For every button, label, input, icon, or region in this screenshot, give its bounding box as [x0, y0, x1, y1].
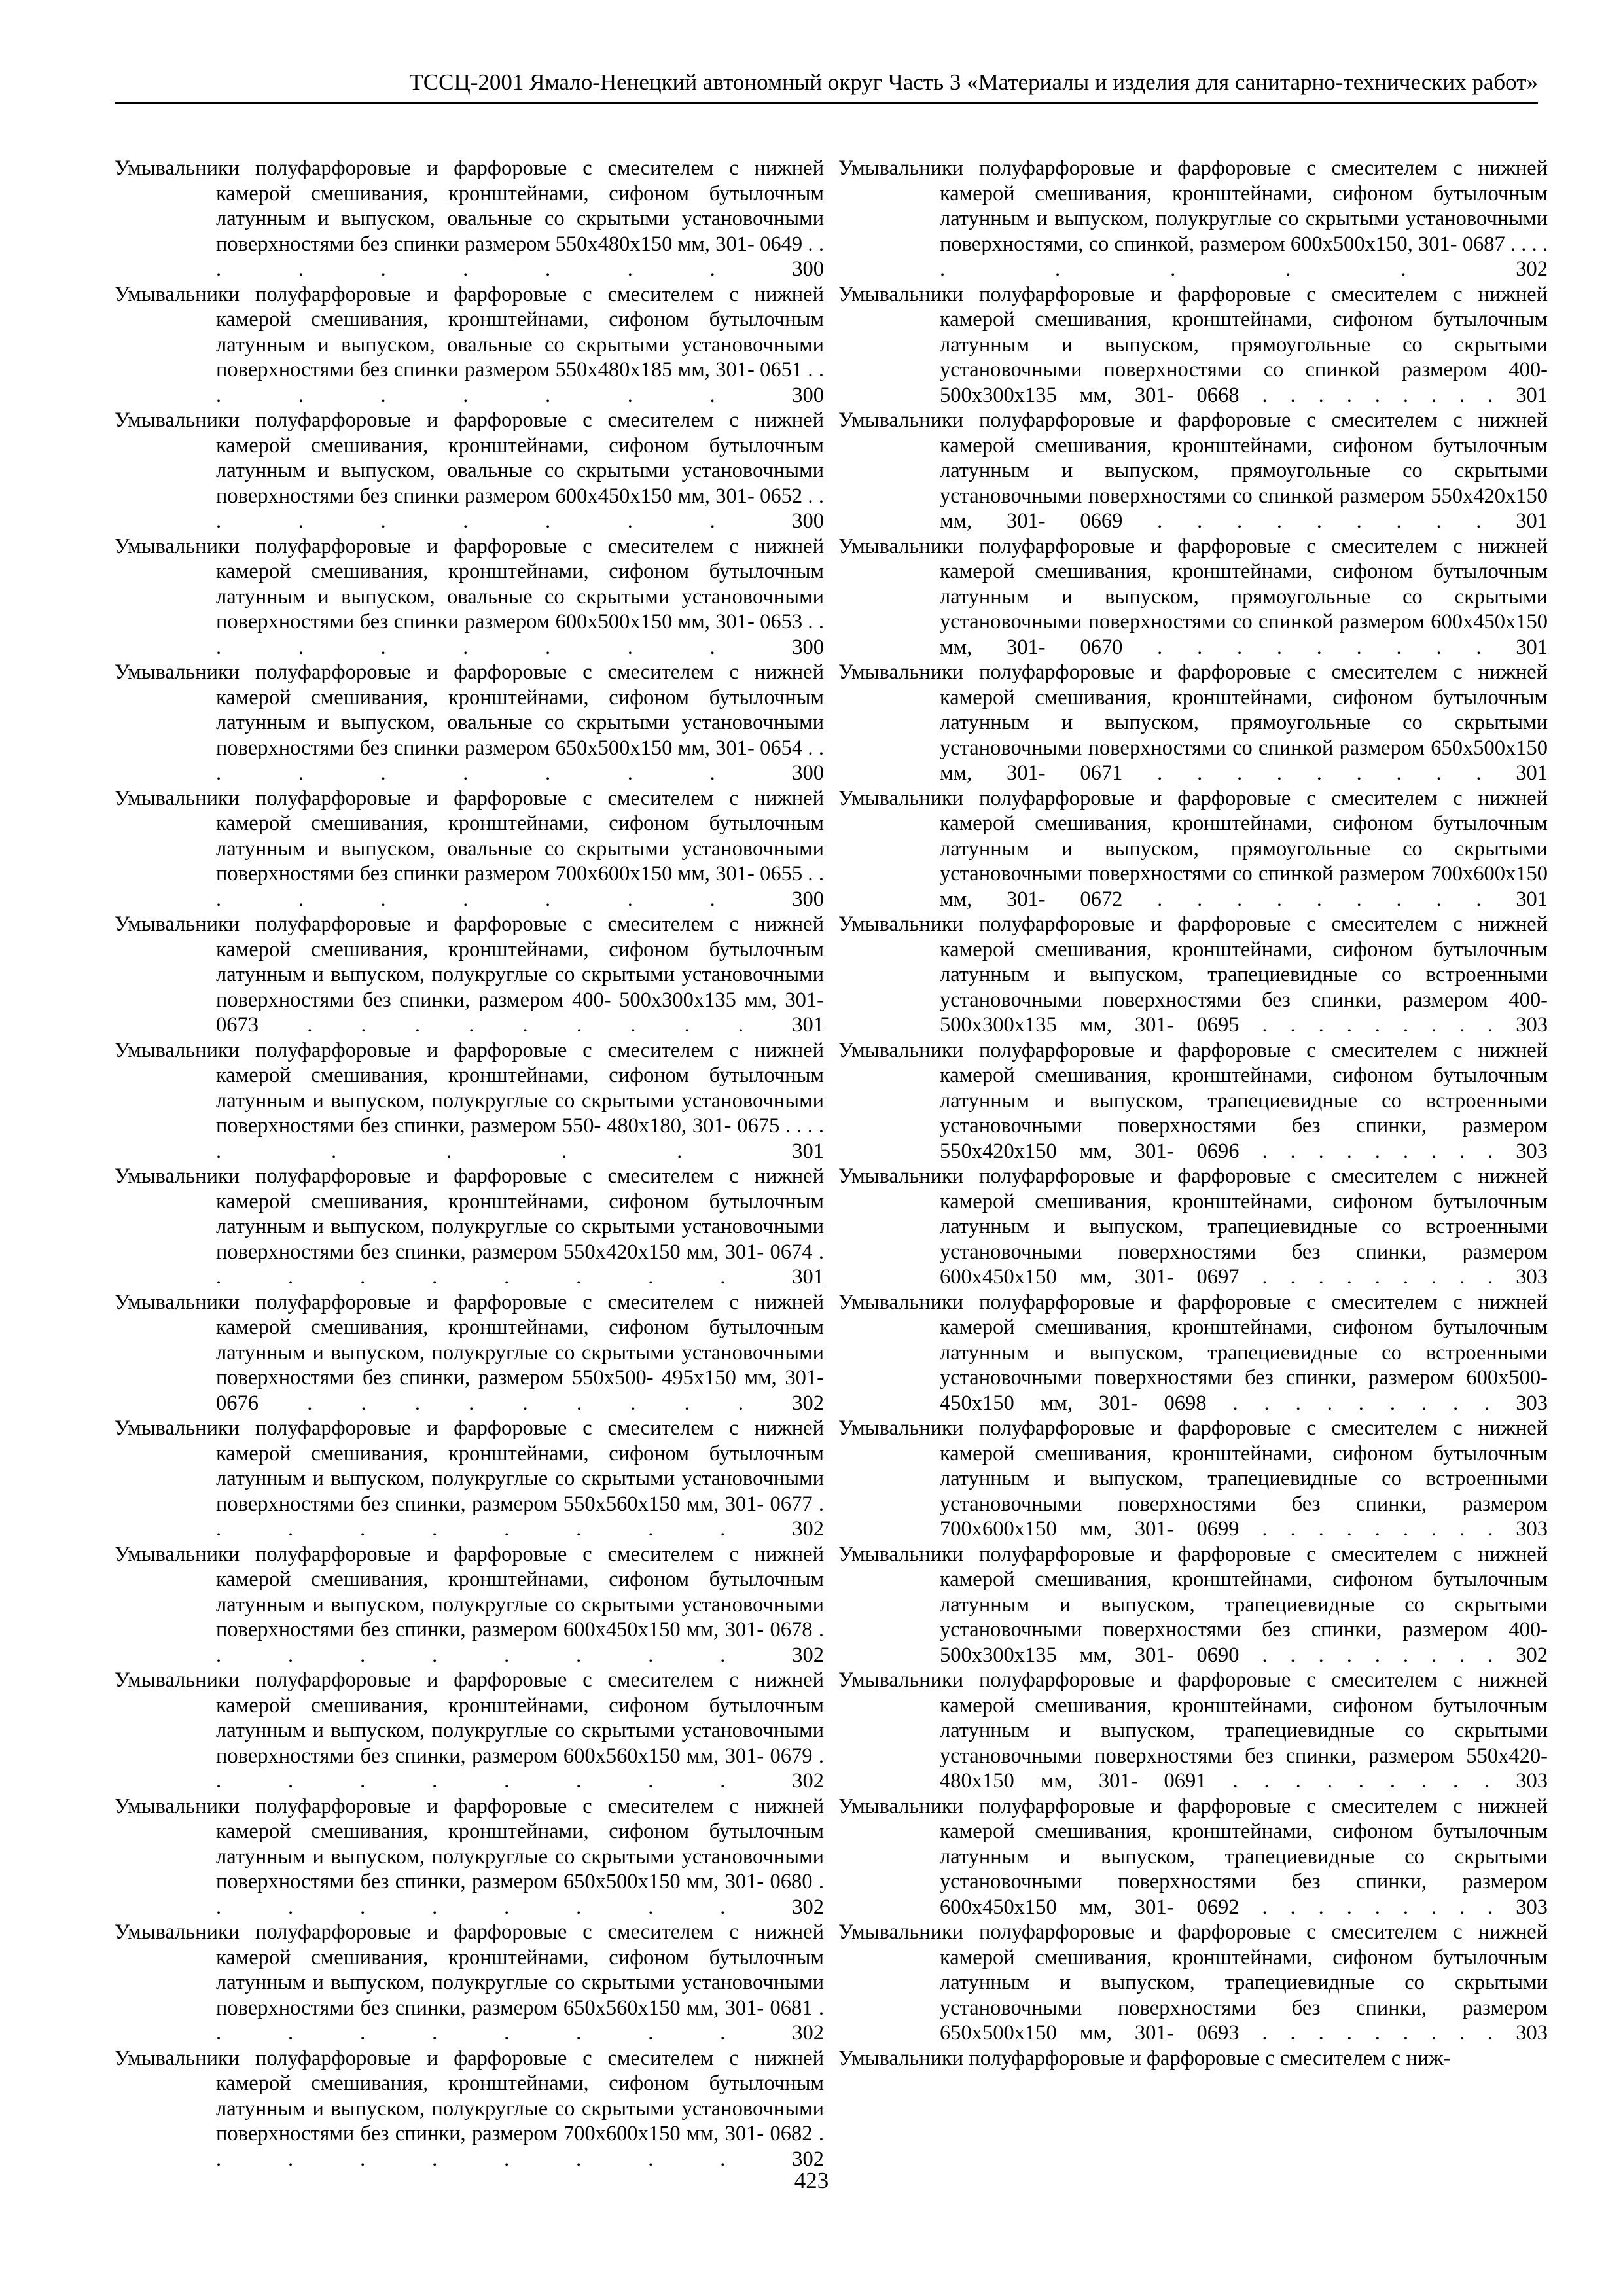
index-entry-text: Умывальники полуфарфоровые и фарфоровые с смесителем с ниж-	[838, 2046, 1451, 2070]
index-entry	[115, 282, 824, 408]
index-entry-text: Умывальники полуфарфоровые и фарфоровые с смесителем с нижней камерой смешивания, кронштейнами, сифоном бутылочным латунным и выпуском, овальные со скрытыми установочными поверхностями без спинки размером 650х500х150 мм, 301- 0654	[115, 660, 824, 760]
index-entry-page: 302	[792, 2021, 824, 2045]
index-entry-text: Умывальники полуфарфоровые и фарфоровые с смесителем с нижней камерой смешивания, кронштейнами, сифоном бутылочным латунным и выпуском, полукруглые со скрытыми установочными поверхностями без спинки, размером 600х450х150 мм, 301- 0678	[115, 1542, 824, 1641]
index-entry-page: 303	[1516, 1769, 1548, 1793]
index-dot-leader: . . . . . . . . .	[1239, 1139, 1516, 1163]
index-dot-leader: . . . . . . . . .	[1122, 509, 1516, 533]
index-dot-leader: . . . . . . . . .	[216, 862, 824, 911]
index-dot-leader: . . . . . . . . .	[940, 232, 1548, 281]
index-entry-text: Умывальники полуфарфоровые и фарфоровые с смесителем с нижней камерой смешивания, кронштейнами, сифоном бутылочным латунным и выпуском, полукруглые со скрытыми установочными поверхностями без спинки, размером 550х500- 495х150 мм, 301- 0676	[115, 1290, 824, 1415]
index-entry-text: Умывальники полуфарфоровые и фарфоровые с смесителем с нижней камерой смешивания, кронштейнами, сифоном бутылочным латунным и выпуском, полукруглые со скрытыми установочными поверхностями без спинки, размером 550х420х150 мм, 301- 0674	[115, 1164, 824, 1264]
index-entry	[838, 408, 1548, 534]
index-dot-leader: . . . . . . . . .	[216, 1114, 824, 1163]
index-entry-page: 300	[792, 383, 824, 407]
index-dot-leader: . . . . . . . . .	[1122, 635, 1516, 659]
index-dot-leader: . . . . . . . . .	[216, 610, 824, 659]
index-entry	[838, 1164, 1548, 1290]
index-entry-page: 301	[1516, 635, 1548, 659]
index-entry-page: 302	[792, 1895, 824, 1919]
index-dot-leader: . . . . . . . . .	[1239, 1265, 1516, 1289]
index-entry	[838, 660, 1548, 786]
index-entry-page: 301	[792, 1013, 824, 1037]
index-entry	[838, 1038, 1548, 1164]
index-entry-page: 301	[1516, 887, 1548, 911]
index-entry	[115, 1668, 824, 1794]
index-entry-text: Умывальники полуфарфоровые и фарфоровые с смесителем с нижней камерой смешивания, кронштейнами, сифоном бутылочным латунным и выпуском, полукруглые со скрытыми установочными поверхностями без спинки, размером 600х560х150 мм, 301- 0679	[115, 1668, 824, 1768]
index-dot-leader: . . . . . . . . .	[216, 1618, 824, 1667]
index-column-left	[115, 156, 824, 2172]
index-entry-text: Умывальники полуфарфоровые и фарфоровые с смесителем с нижней камерой смешивания, кронштейнами, сифоном бутылочным латунным и выпуском, трапециевидные со скрытыми установочными поверхностями без спинки, размером 650х500х150 мм, 301- 0693	[838, 1920, 1548, 2045]
index-entry	[838, 1920, 1548, 2046]
index-entry-text: Умывальники полуфарфоровые и фарфоровые с смесителем с нижней камерой смешивания, кронштейнами, сифоном бутылочным латунным и выпуском, прямоугольные со скрытыми установочными поверхностями со спинкой размером 700х600х150 мм, 301- 0672	[838, 786, 1548, 911]
index-entry-text: Умывальники полуфарфоровые и фарфоровые с смесителем с нижней камерой смешивания, кронштейнами, сифоном бутылочным латунным и выпуском, полукруглые со скрытыми установочными поверхностями, со спинкой, размером 600х500х150, 301- 0687	[838, 156, 1548, 256]
index-entry	[115, 1794, 824, 1920]
index-entry-page: 302	[792, 1769, 824, 1793]
index-entry-page: 303	[1516, 2021, 1548, 2045]
index-entry-page: 301	[1516, 509, 1548, 533]
index-entry-text: Умывальники полуфарфоровые и фарфоровые с смесителем с нижней камерой смешивания, кронштейнами, сифоном бутылочным латунным и выпуском, трапециевидные со встроенными установочными поверхностями без спинки, размером 600х450х150 мм, 301- 0697	[838, 1164, 1548, 1289]
index-entry-text: Умывальники полуфарфоровые и фарфоровые с смесителем с нижней камерой смешивания, кронштейнами, сифоном бутылочным латунным и выпуском, полукруглые со скрытыми установочными поверхностями без спинки, размером 650х500х150 мм, 301- 0680	[115, 1794, 824, 1893]
index-dot-leader: . . . . . . . . .	[1239, 383, 1516, 407]
index-entry	[838, 1794, 1548, 1920]
index-entry-page: 302	[792, 1391, 824, 1415]
index-entry-text: Умывальники полуфарфоровые и фарфоровые с смесителем с нижней камерой смешивания, кронштейнами, сифоном бутылочным латунным и выпуском, трапециевидные со встроенными установочными поверхностями без спинки, размером 400- 500х300х135 мм, 301- 0695	[838, 912, 1548, 1037]
index-entry	[115, 660, 824, 786]
index-entry	[838, 912, 1548, 1038]
index-entry	[115, 1038, 824, 1164]
index-entry	[838, 534, 1548, 660]
index-dot-leader: . . . . . . . . .	[1122, 761, 1516, 785]
index-entry	[838, 1416, 1548, 1542]
index-entry-page: 303	[1516, 1895, 1548, 1919]
index-entry-text: Умывальники полуфарфоровые и фарфоровые с смесителем с нижней камерой смешивания, кронштейнами, сифоном бутылочным латунным и выпуском, полукруглые со скрытыми установочными поверхностями без спинки, размером 550х560х150 мм, 301- 0677	[115, 1416, 824, 1516]
index-dot-leader: . . . . . . . . .	[216, 1996, 824, 2045]
index-entry-page: 303	[1516, 1517, 1548, 1541]
index-entry-text: Умывальники полуфарфоровые и фарфоровые с смесителем с нижней камерой смешивания, кронштейнами, сифоном бутылочным латунным и выпуском, трапециевидные со встроенными установочными поверхностями без спинки, размером 700х600х150 мм, 301- 0699	[838, 1416, 1548, 1541]
index-dot-leader: . . . . . . . . .	[259, 1391, 793, 1415]
index-entry-text: Умывальники полуфарфоровые и фарфоровые с смесителем с нижней камерой смешивания, кронштейнами, сифоном бутылочным латунным и выпуском, полукруглые со скрытыми установочными поверхностями без спинки, размером 700х600х150 мм, 301- 0682	[115, 2046, 824, 2145]
index-entry	[838, 156, 1548, 282]
index-entry	[115, 156, 824, 282]
index-dot-leader: . . . . . . . . .	[216, 1240, 824, 1289]
index-dot-leader: . . . . . . . . .	[216, 1870, 824, 1919]
index-entry-text: Умывальники полуфарфоровые и фарфоровые с смесителем с нижней камерой смешивания, кронштейнами, сифоном бутылочным латунным и выпуском, прямоугольные со скрытыми установочными поверхностями со спинкой размером 400- 500х300х135 мм, 301- 0668	[838, 282, 1548, 407]
index-entry	[115, 2046, 824, 2172]
index-dot-leader: . . . . . . . . .	[216, 1492, 824, 1541]
index-column-right	[838, 156, 1548, 2071]
index-entry-text: Умывальники полуфарфоровые и фарфоровые с смесителем с нижней камерой смешивания, кронштейнами, сифоном бутылочным латунным и выпуском, трапециевидные со встроенными установочными поверхностями без спинки, размером 600х500- 450х150 мм, 301- 0698	[838, 1290, 1548, 1415]
index-entry-page: 303	[1516, 1139, 1548, 1163]
index-dot-leader: . . . . . . . . .	[1206, 1769, 1516, 1793]
index-entry-page: 300	[792, 887, 824, 911]
page-header: ТССЦ-2001 Ямало-Ненецкий автономный округ Часть 3 «Материалы и изделия для санитарно-технических работ»	[115, 63, 1538, 104]
index-entry	[115, 1416, 824, 1542]
index-entry-text: Умывальники полуфарфоровые и фарфоровые с смесителем с нижней камерой смешивания, кронштейнами, сифоном бутылочным латунным и выпуском, овальные со скрытыми установочными поверхностями без спинки размером 550х480х150 мм, 301- 0649	[115, 156, 824, 256]
index-dot-leader: . . . . . . . . .	[216, 484, 824, 533]
index-entry-page: 302	[792, 1643, 824, 1667]
index-entry	[838, 1542, 1548, 1668]
index-dot-leader: . . . . . . . . .	[1122, 887, 1516, 911]
index-entry-page: 300	[792, 635, 824, 659]
index-entry-text: Умывальники полуфарфоровые и фарфоровые с смесителем с нижней камерой смешивания, кронштейнами, сифоном бутылочным латунным и выпуском, полукруглые со скрытыми установочными поверхностями без спинки, размером 550- 480х180, 301- 0675	[115, 1038, 824, 1138]
index-entry-page: 301	[792, 1265, 824, 1289]
index-entry-page: 302	[792, 2147, 824, 2171]
index-entry-text: Умывальники полуфарфоровые и фарфоровые с смесителем с нижней камерой смешивания, кронштейнами, сифоном бутылочным латунным и выпуском, овальные со скрытыми установочными поверхностями без спинки размером 700х600х150 мм, 301- 0655	[115, 786, 824, 886]
index-dot-leader: . . . . . . . . .	[1239, 1895, 1516, 1919]
index-entry-page: 302	[1516, 1643, 1548, 1667]
index-dot-leader: . . . . . . . . .	[1239, 1013, 1516, 1037]
index-dot-leader: . . . . . . . . .	[259, 1013, 793, 1037]
index-entry-page: 300	[792, 761, 824, 785]
index-entry-page: 302	[1516, 257, 1548, 281]
index-entry	[838, 2046, 1548, 2072]
index-entry	[115, 534, 824, 660]
index-entry	[115, 1290, 824, 1416]
index-entry-page: 303	[1516, 1013, 1548, 1037]
index-entry-text: Умывальники полуфарфоровые и фарфоровые с смесителем с нижней камерой смешивания, кронштейнами, сифоном бутылочным латунным и выпуском, трапециевидные со скрытыми установочными поверхностями без спинки, размером 600х450х150 мм, 301- 0692	[838, 1794, 1548, 1919]
index-entry-text: Умывальники полуфарфоровые и фарфоровые с смесителем с нижней камерой смешивания, кронштейнами, сифоном бутылочным латунным и выпуском, прямоугольные со скрытыми установочными поверхностями со спинкой размером 650х500х150 мм, 301- 0671	[838, 660, 1548, 785]
index-dot-leader: . . . . . . . . .	[1239, 1643, 1516, 1667]
index-entry-page: 301	[1516, 761, 1548, 785]
index-entry	[115, 1164, 824, 1290]
index-entry-text: Умывальники полуфарфоровые и фарфоровые с смесителем с нижней камерой смешивания, кронштейнами, сифоном бутылочным латунным и выпуском, овальные со скрытыми установочными поверхностями без спинки размером 550х480х185 мм, 301- 0651	[115, 282, 824, 382]
index-entry	[115, 786, 824, 912]
index-entry-page: 300	[792, 509, 824, 533]
index-entry	[838, 786, 1548, 912]
index-dot-leader: . . . . . . . . .	[216, 736, 824, 785]
index-entry-text: Умывальники полуфарфоровые и фарфоровые с смесителем с нижней камерой смешивания, кронштейнами, сифоном бутылочным латунным и выпуском, прямоугольные со скрытыми установочными поверхностями со спинкой размером 550х420х150 мм, 301- 0669	[838, 408, 1548, 533]
index-entry-page: 303	[1516, 1391, 1548, 1415]
index-entry	[115, 1920, 824, 2046]
index-entry-text: Умывальники полуфарфоровые и фарфоровые с смесителем с нижней камерой смешивания, кронштейнами, сифоном бутылочным латунным и выпуском, овальные со скрытыми установочными поверхностями без спинки размером 600х450х150 мм, 301- 0652	[115, 408, 824, 508]
index-entry-text: Умывальники полуфарфоровые и фарфоровые с смесителем с нижней камерой смешивания, кронштейнами, сифоном бутылочным латунным и выпуском, трапециевидные со скрытыми установочными поверхностями без спинки, размером 550х420- 480х150 мм, 301- 0691	[838, 1668, 1548, 1793]
index-entry-page: 302	[792, 1517, 824, 1541]
index-dot-leader: . . . . . . . . .	[216, 232, 824, 281]
index-entry-text: Умывальники полуфарфоровые и фарфоровые с смесителем с нижней камерой смешивания, кронштейнами, сифоном бутылочным латунным и выпуском, прямоугольные со скрытыми установочными поверхностями со спинкой размером 600х450х150 мм, 301- 0670	[838, 534, 1548, 659]
index-entry-page: 301	[792, 1139, 824, 1163]
index-entry-text: Умывальники полуфарфоровые и фарфоровые с смесителем с нижней камерой смешивания, кронштейнами, сифоном бутылочным латунным и выпуском, полукруглые со скрытыми установочными поверхностями без спинки, размером 400- 500х300х135 мм, 301- 0673	[115, 912, 824, 1037]
index-entry	[115, 408, 824, 534]
index-entry-text: Умывальники полуфарфоровые и фарфоровые с смесителем с нижней камерой смешивания, кронштейнами, сифоном бутылочным латунным и выпуском, трапециевидные со встроенными установочными поверхностями без спинки, размером 550х420х150 мм, 301- 0696	[838, 1038, 1548, 1163]
index-dot-leader: . . . . . . . . .	[1239, 2021, 1516, 2045]
index-entry	[838, 1290, 1548, 1416]
index-entry	[838, 1668, 1548, 1794]
index-dot-leader: . . . . . . . . .	[216, 358, 824, 407]
index-entry-text: Умывальники полуфарфоровые и фарфоровые с смесителем с нижней камерой смешивания, кронштейнами, сифоном бутылочным латунным и выпуском, трапециевидные со скрытыми установочными поверхностями без спинки, размером 400- 500х300х135 мм, 301- 0690	[838, 1542, 1548, 1667]
index-entry-page: 300	[792, 257, 824, 281]
index-dot-leader: . . . . . . . . .	[1239, 1517, 1516, 1541]
index-entry	[115, 1542, 824, 1668]
index-entry	[115, 912, 824, 1038]
page-number: 423	[794, 2168, 829, 2193]
index-entry-page: 303	[1516, 1265, 1548, 1289]
index-dot-leader: . . . . . . . . .	[1206, 1391, 1516, 1415]
index-dot-leader: . . . . . . . . .	[216, 2122, 824, 2171]
index-entry-text: Умывальники полуфарфоровые и фарфоровые с смесителем с нижней камерой смешивания, кронштейнами, сифоном бутылочным латунным и выпуском, овальные со скрытыми установочными поверхностями без спинки размером 600х500х150 мм, 301- 0653	[115, 534, 824, 634]
index-entry	[838, 282, 1548, 408]
index-entry-text: Умывальники полуфарфоровые и фарфоровые с смесителем с нижней камерой смешивания, кронштейнами, сифоном бутылочным латунным и выпуском, полукруглые со скрытыми установочными поверхностями без спинки, размером 650х560х150 мм, 301- 0681	[115, 1920, 824, 2020]
index-entry-page: 301	[1516, 383, 1548, 407]
index-dot-leader: . . . . . . . . .	[216, 1744, 824, 1793]
